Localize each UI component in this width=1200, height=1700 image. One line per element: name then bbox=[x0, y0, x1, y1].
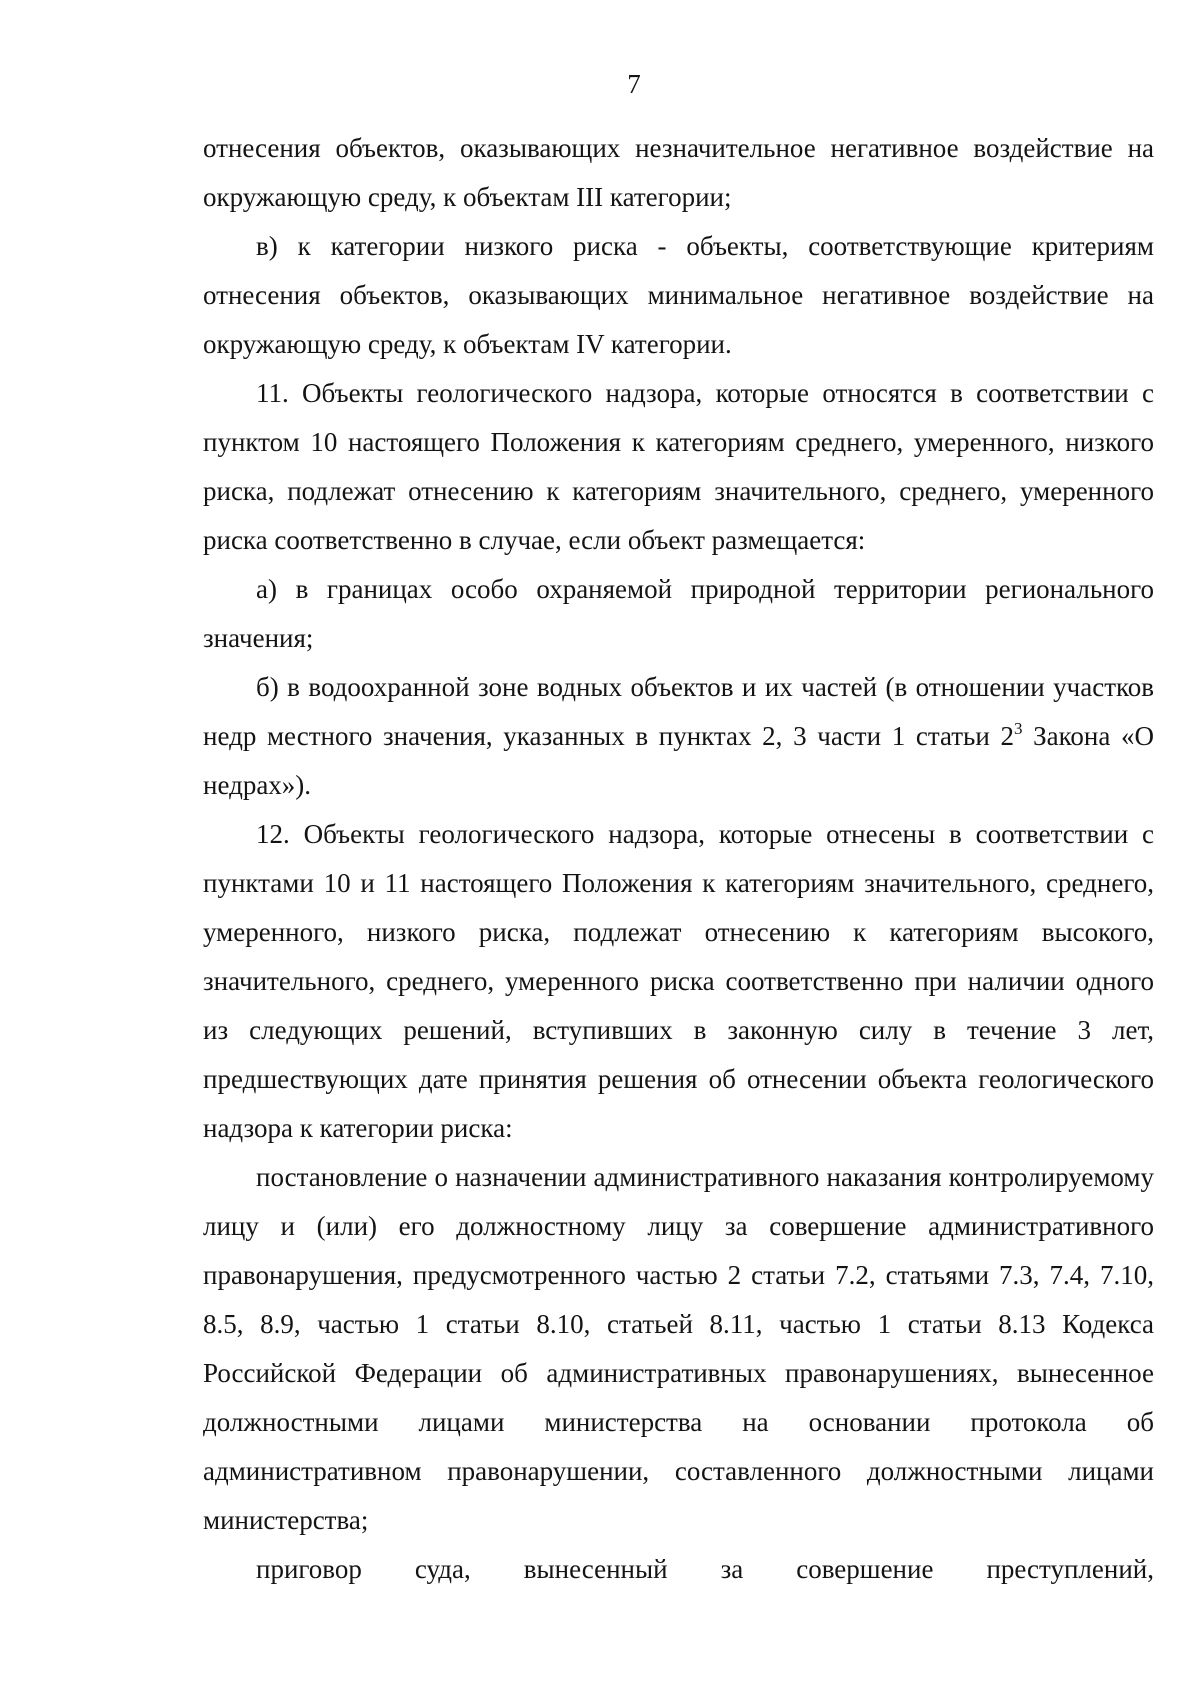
paragraph-item-a: а) в границах особо охраняемой природной территории регионального значения; bbox=[203, 574, 1154, 653]
paragraph-item-b-text-end: Закона «О недрах»). bbox=[203, 721, 1154, 800]
superscript-number: 3 bbox=[1013, 719, 1023, 738]
paragraph-clause-12: 12. Объекты геологического надзора, которые отнесены в соответствии с пунктами 10 и 11 настоящего Положения к категориям значительного, среднего, умеренного, низкого риска, подлежат отнесению к категориям высокого, значительного, среднего, умеренного риска соответственно при наличии одного из следующих решений, вступивших в законную силу в течение 3 лет, предшествующих дате принятия решения об отнесении объекта геологического надзора к категории риска: bbox=[203, 819, 1154, 1143]
paragraph-continuation: отнесения объектов, оказывающих незначительное негативное воздействие на окружающую среду, к объектам III категории; bbox=[203, 133, 1154, 212]
paragraph-item-v: в) к категории низкого риска - объекты, соответствующие критериям отнесения объектов, оказывающих минимальное негативное воздействие на окружающую среду, к объектам IV категории. bbox=[203, 231, 1154, 359]
paragraph-clause-11: 11. Объекты геологического надзора, которые относятся в соответствии с пунктом 10 настоящего Положения к категориям среднего, умеренного, низкого риска, подлежат отнесению к категориям значительного, среднего, умеренного риска соответственно в случае, если объект размещается: bbox=[203, 378, 1154, 555]
paragraph-resolution: постановление о назначении административного наказания контролируемому лицу и (или) его должностному лицу за совершение административного правонарушения, предусмотренного частью 2 статьи 7.2, статьями 7.3, 7.4, 7.10, 8.5, 8.9, частью 1 статьи 8.10, статьей 8.11, частью 1 статьи 8.13 Кодекса Российской Федерации об административных правонарушениях, вынесенное должностными лицами министерства на основании протокола об административном правонарушении, составленного должностными лицами министерства; bbox=[203, 1162, 1154, 1535]
page-number: 7 bbox=[627, 69, 641, 99]
paragraph-verdict: приговор суда, вынесенный за совершение преступлений, bbox=[256, 1554, 1154, 1584]
paragraph-item-b-text: б) в водоохранной зоне водных объектов и их частей (в отношении участков недр местного значения, указанных в пунктах 2, 3 части 1 статьи 2 bbox=[203, 672, 1154, 751]
document-body bbox=[203, 124, 1154, 1594]
paragraph-item-b bbox=[203, 663, 1154, 810]
